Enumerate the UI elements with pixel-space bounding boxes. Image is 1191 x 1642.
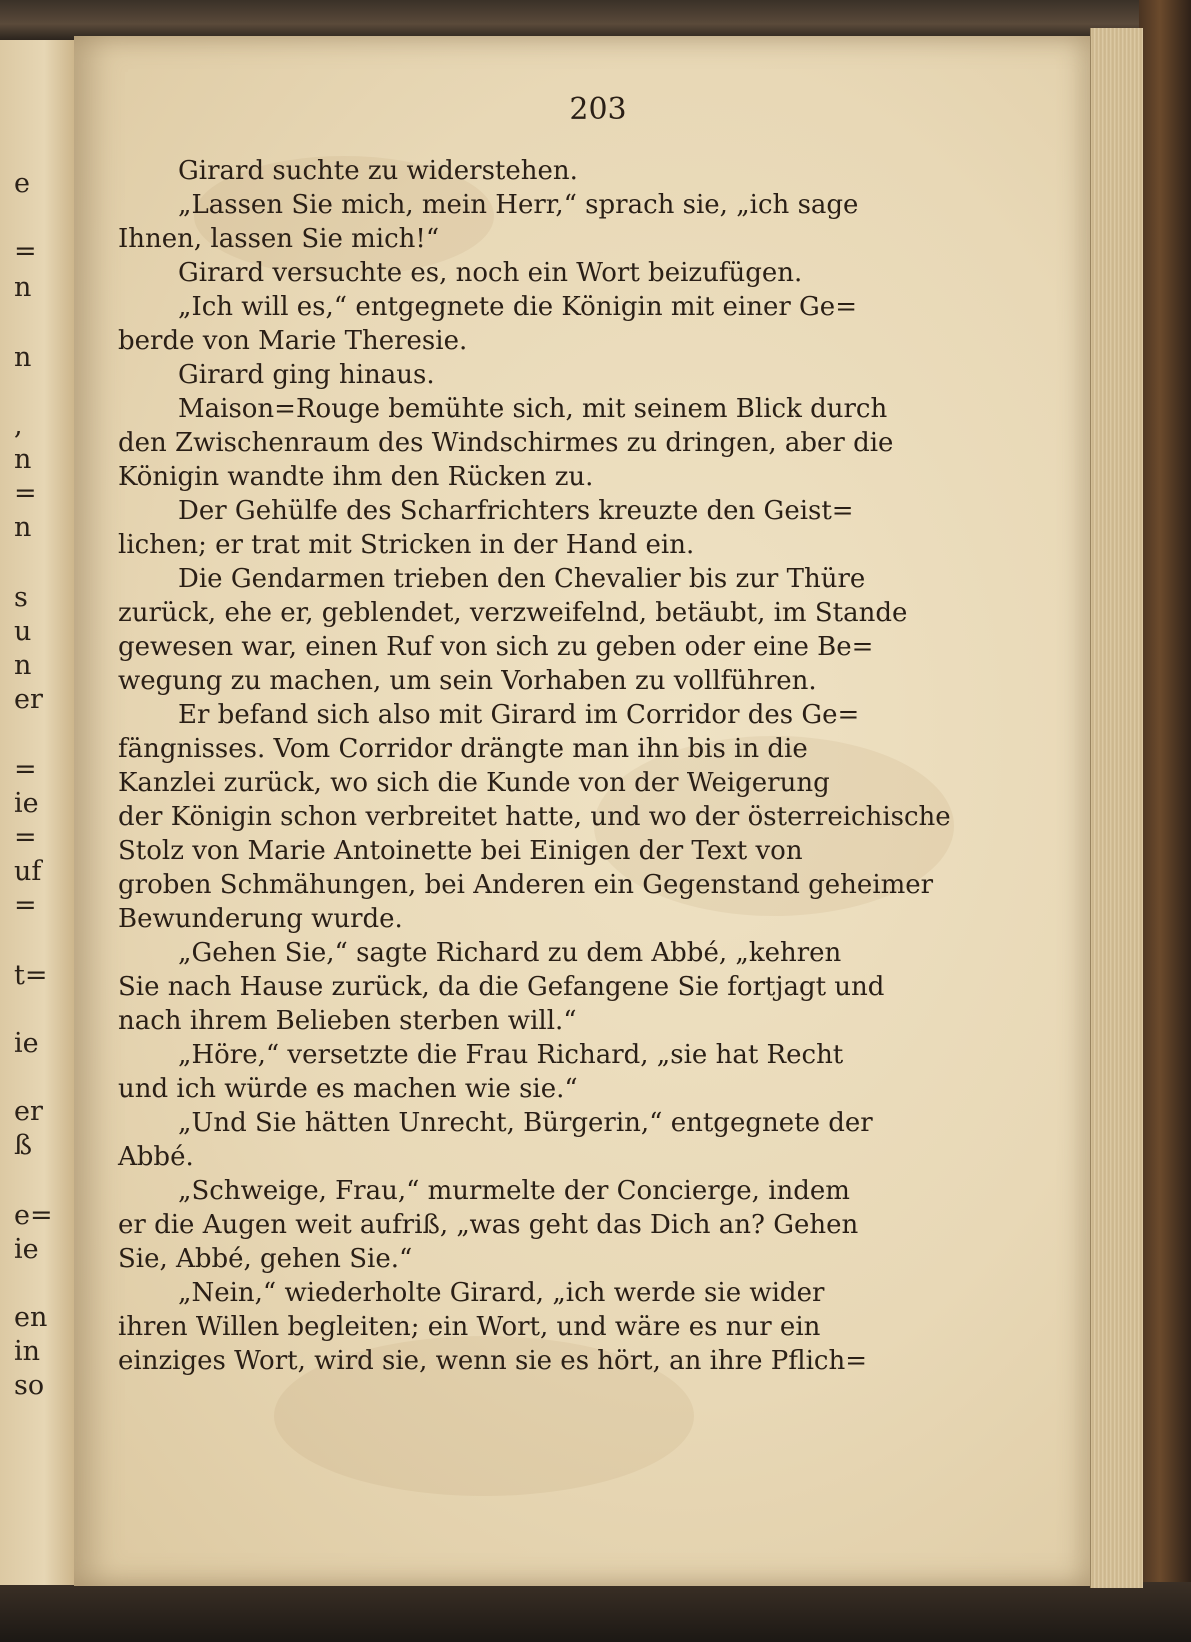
text-line: und ich würde es machen wie sie.“ xyxy=(118,1074,578,1104)
left-edge-fragment: = xyxy=(14,236,37,267)
book-cover-top xyxy=(0,0,1191,40)
text-line: „Nein,“ wiederholte Girard, „ich werde sie wider xyxy=(178,1278,825,1308)
text-line: Der Gehülfe des Scharfrichters kreuzte den Geist= xyxy=(178,496,854,526)
left-edge-fragment: n xyxy=(14,444,32,475)
page-number: 203 xyxy=(569,92,627,127)
text-line: Girard versuchte es, noch ein Wort beizufügen. xyxy=(178,258,803,288)
text-line: der Königin schon verbreitet hatte, und wo der österreichische xyxy=(118,802,951,832)
text-line: Stolz von Marie Antoinette bei Einigen der Text von xyxy=(118,836,803,866)
text-line: den Zwischenraum des Windschirmes zu dringen, aber die xyxy=(118,428,894,458)
text-line: „Schweige, Frau,“ murmelte der Concierge, indem xyxy=(178,1176,850,1206)
left-edge-fragment: , xyxy=(14,410,23,441)
text-line: Girard ging hinaus. xyxy=(178,360,435,390)
left-edge-fragment: = xyxy=(14,890,37,921)
left-edge-fragment: er xyxy=(14,1096,43,1127)
text-line: Abbé. xyxy=(118,1142,194,1172)
left-edge-fragment: e xyxy=(14,168,30,199)
book-cover-bottom xyxy=(0,1582,1191,1642)
text-line: „Und Sie hätten Unrecht, Bürgerin,“ entgegnete der xyxy=(178,1108,873,1138)
left-edge-fragment: ß xyxy=(14,1130,33,1161)
left-edge-fragment: en xyxy=(14,1302,48,1333)
left-edge-fragment: ie xyxy=(14,1234,39,1265)
left-edge-fragment: n xyxy=(14,342,32,373)
left-edge-fragment: = xyxy=(14,478,37,509)
text-line: „Höre,“ versetzte die Frau Richard, „sie hat Recht xyxy=(178,1040,844,1070)
left-edge-fragment: ie xyxy=(14,1028,39,1059)
left-edge-fragment: n xyxy=(14,272,32,303)
text-line: Königin wandte ihm den Rücken zu. xyxy=(118,462,594,492)
left-edge-fragment: in xyxy=(14,1336,41,1367)
text-line: Sie, Abbé, gehen Sie.“ xyxy=(118,1244,413,1274)
text-line: Kanzlei zurück, wo sich die Kunde von der Weigerung xyxy=(118,768,830,798)
left-edge-fragment: so xyxy=(14,1370,45,1401)
left-edge-fragment: = xyxy=(14,822,37,853)
left-edge-fragment: = xyxy=(14,754,37,785)
text-line: wegung zu machen, um sein Vorhaben zu vollführen. xyxy=(118,666,817,696)
left-edge-fragment: t= xyxy=(14,960,48,991)
text-line: Maison=Rouge bemühte sich, mit seinem Blick durch xyxy=(178,394,888,424)
text-line: fängnisses. Vom Corridor drängte man ihn bis in die xyxy=(118,734,808,764)
left-edge-fragment: n xyxy=(14,650,32,681)
text-line: Girard suchte zu widerstehen. xyxy=(178,156,578,186)
text-line: Bewunderung wurde. xyxy=(118,904,403,934)
text-line: Er befand sich also mit Girard im Corridor des Ge= xyxy=(178,700,860,730)
left-edge-fragment: s xyxy=(14,582,28,613)
left-page-edge xyxy=(0,40,76,1585)
text-line: „Ich will es,“ entgegnete die Königin mit einer Ge= xyxy=(178,292,857,322)
text-line: Die Gendarmen trieben den Chevalier bis zur Thüre xyxy=(178,564,866,594)
text-line: gewesen war, einen Ruf von sich zu geben oder eine Be= xyxy=(118,632,874,662)
book-page xyxy=(74,36,1090,1586)
text-line: groben Schmähungen, bei Anderen ein Gegenstand geheimer xyxy=(118,870,934,900)
text-line: zurück, ehe er, geblendet, verzweifelnd, betäubt, im Stande xyxy=(118,598,908,628)
left-edge-fragment: u xyxy=(14,616,32,647)
text-line: lichen; er trat mit Stricken in der Hand ein. xyxy=(118,530,695,560)
page-edges xyxy=(1090,28,1143,1588)
text-line: Ihnen, lassen Sie mich!“ xyxy=(118,224,440,254)
text-line: Sie nach Hause zurück, da die Gefangene Sie fortjagt und xyxy=(118,972,885,1002)
text-line: einziges Wort, wird sie, wenn sie es hört, an ihre Pflich= xyxy=(118,1346,867,1376)
text-line: nach ihrem Belieben sterben will.“ xyxy=(118,1006,577,1036)
left-edge-fragment: e= xyxy=(14,1200,53,1231)
text-line: „Lassen Sie mich, mein Herr,“ sprach sie, „ich sage xyxy=(178,190,859,220)
book-cover-right xyxy=(1139,0,1191,1642)
text-line: ihren Willen begleiten; ein Wort, und wäre es nur ein xyxy=(118,1312,821,1342)
left-edge-fragment: ie xyxy=(14,788,39,819)
text-line: „Gehen Sie,“ sagte Richard zu dem Abbé, „kehren xyxy=(178,938,842,968)
text-line: er die Augen weit aufriß, „was geht das Dich an? Gehen xyxy=(118,1210,859,1240)
left-edge-fragment: er xyxy=(14,684,43,715)
text-line: berde von Marie Theresie. xyxy=(118,326,468,356)
left-edge-fragment: n xyxy=(14,512,32,543)
left-edge-fragment: uf xyxy=(14,856,42,887)
